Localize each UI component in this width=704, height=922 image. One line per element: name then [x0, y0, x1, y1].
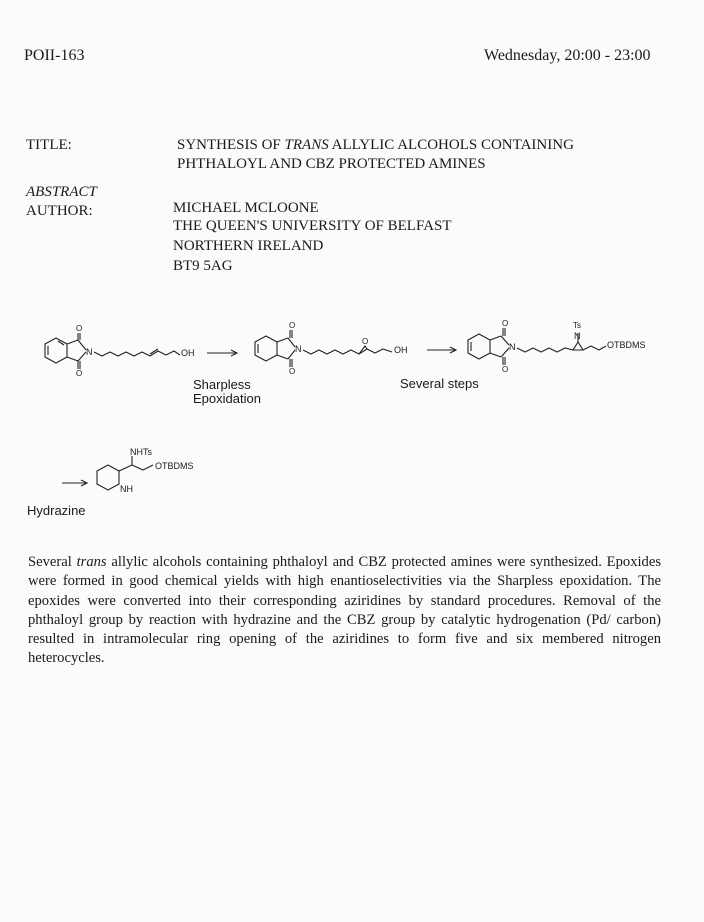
author-affiliation: THE QUEEN'S UNIVERSITY OF BELFAST: [173, 218, 452, 234]
molecule-2-o-top: O: [289, 321, 296, 330]
molecule-2-n: N: [295, 344, 302, 354]
abstract-body: allylic alcohols containing phthaloyl and CBZ protected amines were synthesized. Epoxides were formed in good chemical yields with high enantioselectivities via the Sharpless epoxidation. The epoxides were converted into their corresponding aziridines by standard procedures. Removal of the phthaloyl group by reaction with hydrazine and the CBZ group by catalytic hydrogenation (Pd/ carbon) resulted in intramolecular ring opening of the aziridines to form five and six membered nitrogen heterocycles.: [28, 554, 661, 667]
tosyl-label: Ts: [573, 321, 581, 330]
title-line-2: PHTHALOYL AND CBZ PROTECTED AMINES: [177, 156, 486, 172]
molecule-1-o-bottom: O: [76, 369, 83, 378]
molecule-3-otbdms: OTBDMS: [607, 340, 646, 350]
molecule-2-chain: [303, 349, 392, 354]
abstract-pre: Several: [28, 554, 77, 570]
product-otbdms: OTBDMS: [155, 461, 194, 471]
molecule-1-phthalimide: [45, 333, 86, 369]
molecule-2-oh: OH: [394, 345, 408, 355]
molecule-1-oh: OH: [181, 348, 195, 358]
author-name: MICHAEL MCLOONE: [173, 200, 319, 216]
title-line-1-pre: SYNTHESIS OF: [177, 137, 285, 153]
molecule-1-o-top: O: [76, 324, 83, 333]
title-line-1-italic: TRANS: [284, 137, 329, 153]
step-3-label: Hydrazine: [27, 503, 86, 518]
author-label: AUTHOR:: [26, 203, 93, 219]
step-1-label-line-2: Epoxidation: [193, 391, 261, 406]
molecule-2-o-bottom: O: [289, 367, 296, 376]
arrow-3: [62, 480, 87, 486]
title-line-1-post: ALLYLIC ALCOHOLS CONTAINING: [328, 137, 574, 153]
abstract-paragraph: [28, 553, 661, 669]
epoxide-o: O: [362, 337, 369, 346]
molecule-3-o-top: O: [502, 319, 509, 328]
step-1-label-line-1: Sharpless: [193, 377, 251, 392]
nhts-label: NHTs: [130, 447, 152, 457]
arrow-1: [207, 350, 237, 356]
abstract-italic: trans: [76, 554, 107, 570]
aziridine-n: N: [574, 331, 581, 341]
molecule-3-o-bottom: O: [502, 365, 509, 374]
step-2-label: Several steps: [400, 376, 479, 391]
molecule-3-n: N: [509, 342, 516, 352]
molecule-2-phthalimide: [255, 330, 295, 367]
author-postcode: BT9 5AG: [173, 258, 233, 274]
author-region: NORTHERN IRELAND: [173, 238, 324, 254]
molecule-3-chain: [517, 348, 573, 352]
nh-label: NH: [120, 484, 133, 494]
session-time: Wednesday, 20:00 - 23:00: [484, 47, 651, 64]
molecule-1-n: N: [86, 347, 93, 357]
arrow-2: [427, 347, 456, 353]
abstract-label: ABSTRACT: [26, 184, 97, 200]
molecule-1-chain: [94, 351, 180, 356]
molecule-3-phthalimide: [468, 328, 509, 365]
title-label: TITLE:: [26, 137, 72, 153]
poster-code: POII-163: [24, 47, 85, 64]
